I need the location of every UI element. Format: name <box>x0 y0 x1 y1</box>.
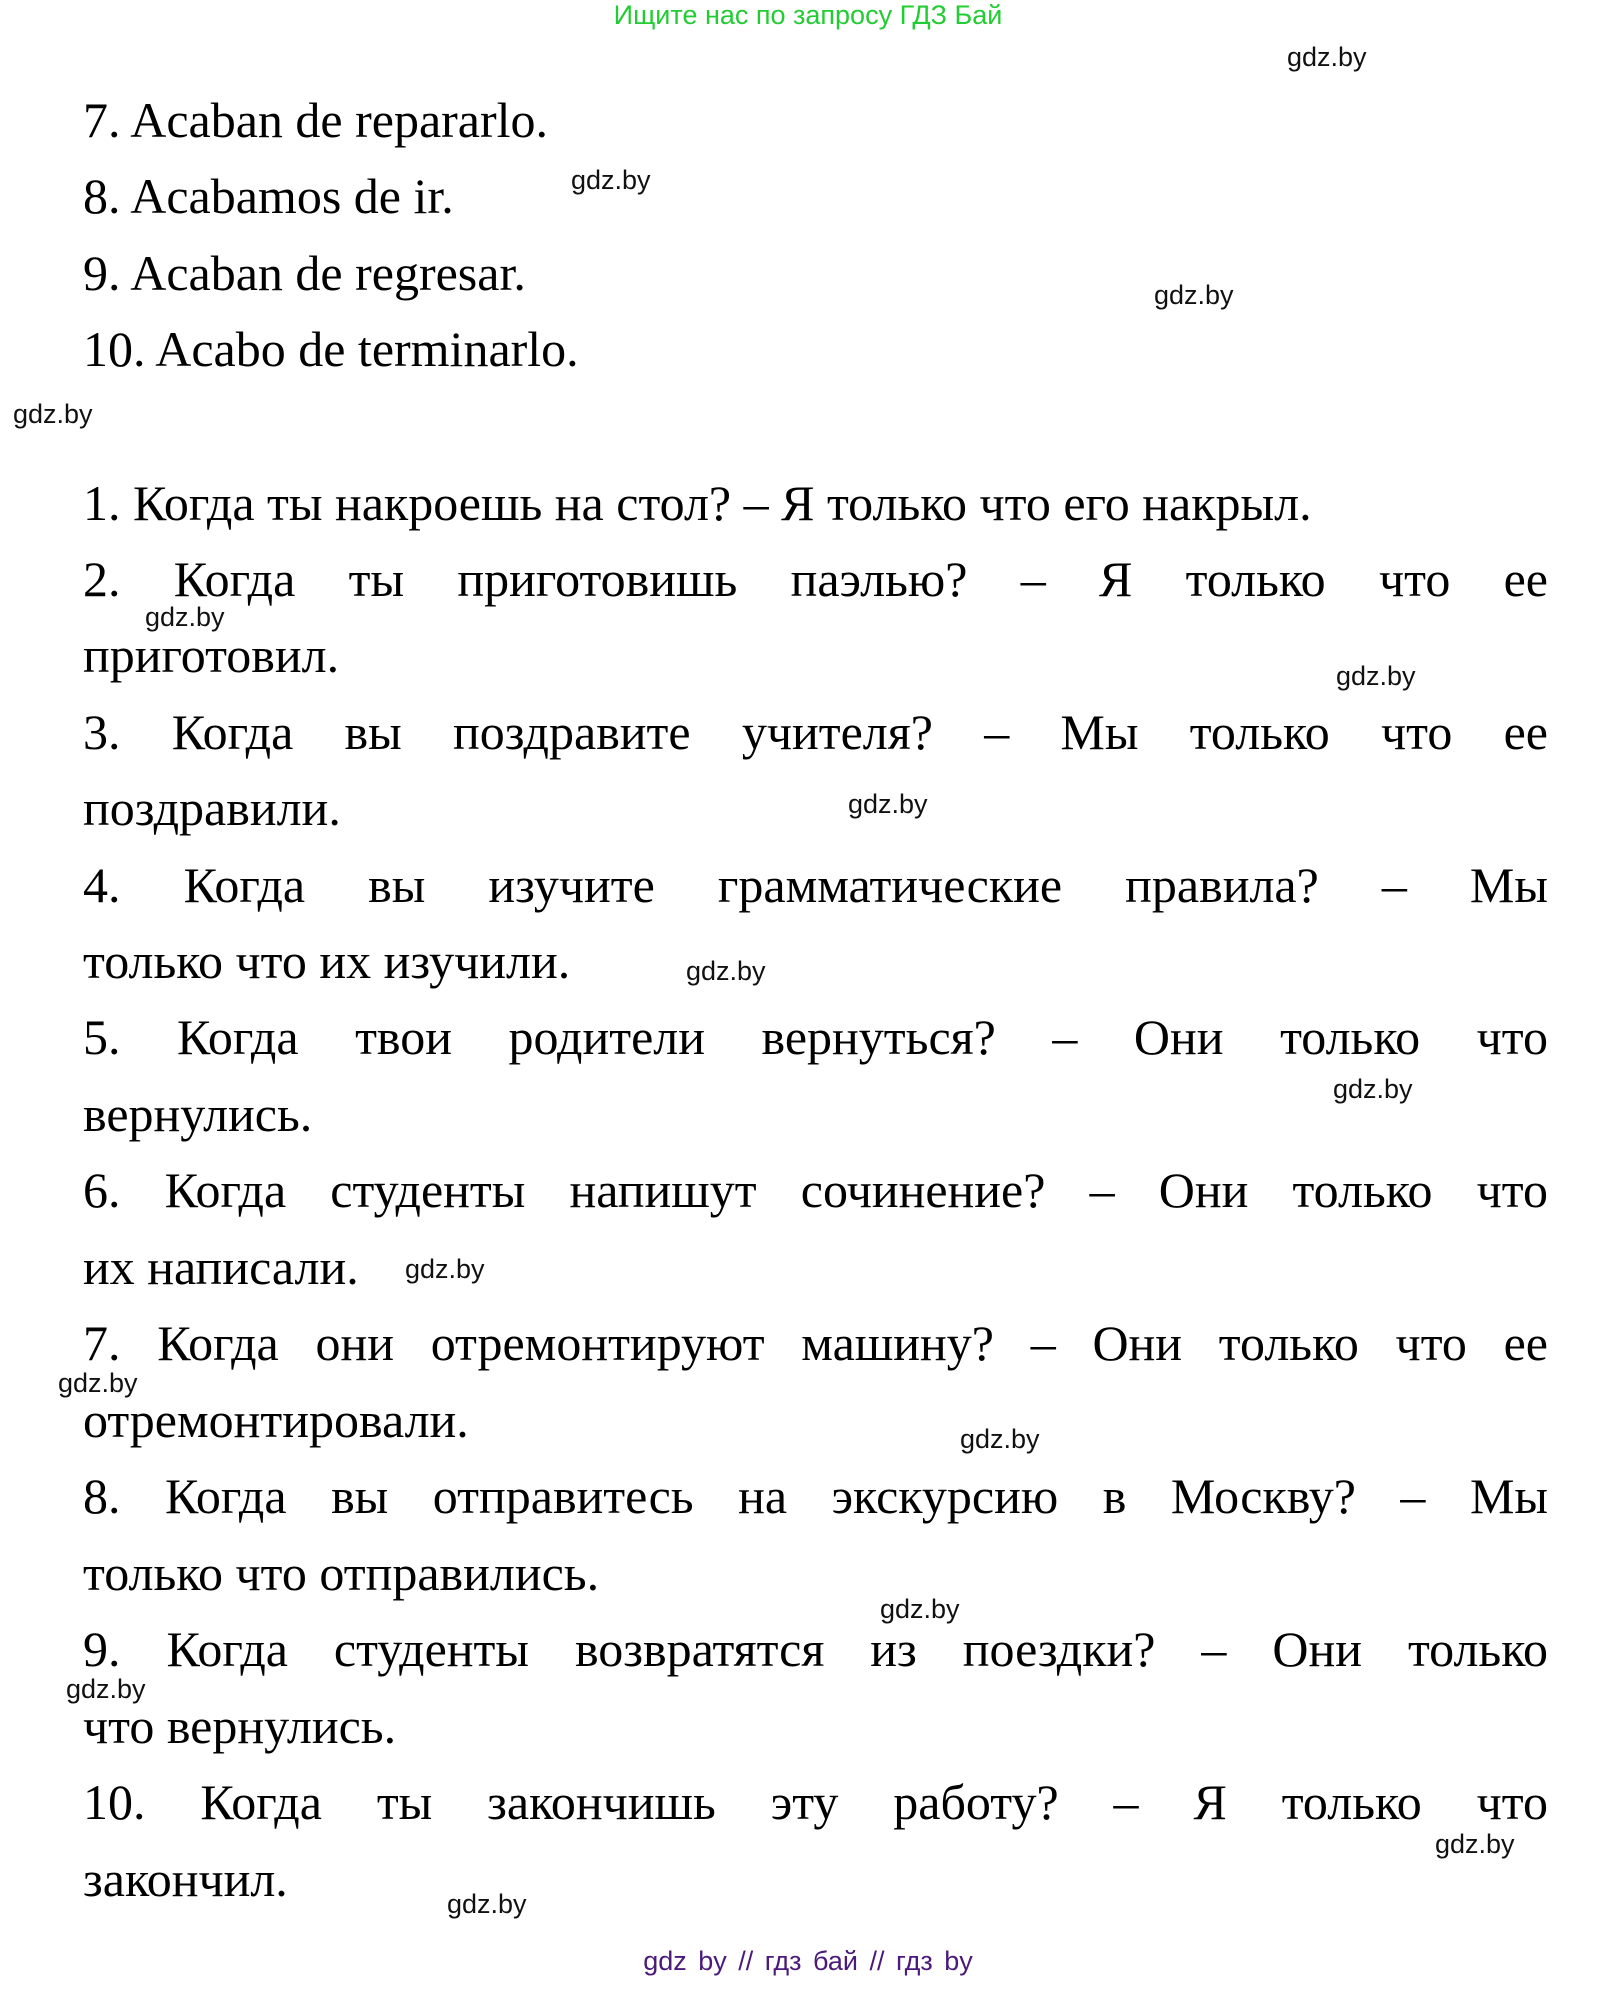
watermark: gdz.by <box>686 956 766 986</box>
russian-line: отремонтировали. <box>83 1392 469 1448</box>
watermark: gdz.by <box>1336 661 1416 691</box>
russian-line: 7. Когда они отремонтируют машину? – Они только что ее <box>83 1315 1548 1371</box>
russian-line: что вернулись. <box>83 1698 397 1754</box>
russian-line: вернулись. <box>83 1086 313 1142</box>
watermark: gdz.by <box>1333 1074 1413 1104</box>
watermark: gdz.by <box>1154 280 1234 310</box>
watermark: gdz.by <box>58 1368 138 1398</box>
spanish-answer-7: 7. Acaban de repararlo. <box>83 92 549 148</box>
watermark: gdz.by <box>447 1889 527 1919</box>
russian-line: 6. Когда студенты напишут сочинение? – Они только что <box>83 1162 1548 1218</box>
russian-line: 4. Когда вы изучите грамматические правила? – Мы <box>83 857 1548 913</box>
russian-line: приготовил. <box>83 627 340 683</box>
russian-line: поздравили. <box>83 780 341 836</box>
watermark: gdz.by <box>848 789 928 819</box>
russian-line: 5. Когда твои родители вернуться? – Они только что <box>83 1009 1548 1065</box>
watermark: gdz.by <box>1435 1829 1515 1859</box>
russian-line: 1. Когда ты накроешь на стол? – Я только что его накрыл. <box>83 475 1312 531</box>
footer-links: gdz by // гдз бай // гдз by <box>643 1946 973 1976</box>
watermark: gdz.by <box>571 165 651 195</box>
search-banner: Ищите нас по запросу ГДЗ Бай <box>613 0 1003 30</box>
watermark: gdz.by <box>960 1424 1040 1454</box>
russian-line: только что отправились. <box>83 1545 600 1601</box>
watermark: gdz.by <box>880 1594 960 1624</box>
watermark: gdz.by <box>13 399 93 429</box>
watermark: gdz.by <box>145 602 225 632</box>
watermark: gdz.by <box>66 1674 146 1704</box>
spanish-answer-8: 8. Acabamos de ir. <box>83 168 454 224</box>
watermark: gdz.by <box>1287 42 1367 72</box>
russian-line: 3. Когда вы поздравите учителя? – Мы только что ее <box>83 704 1548 760</box>
russian-line: 10. Когда ты закончишь эту работу? – Я только что <box>83 1774 1548 1830</box>
russian-line: 2. Когда ты приготовишь паэлью? – Я только что ее <box>83 551 1548 607</box>
russian-line: только что их изучили. <box>83 933 571 989</box>
russian-line: 8. Когда вы отправитесь на экскурсию в Москву? – Мы <box>83 1468 1548 1524</box>
russian-line: закончил. <box>83 1851 288 1907</box>
watermark: gdz.by <box>405 1254 485 1284</box>
russian-line: их написали. <box>83 1239 359 1295</box>
spanish-answer-10: 10. Acabo de terminarlo. <box>83 321 579 377</box>
spanish-answer-9: 9. Acaban de regresar. <box>83 245 526 301</box>
russian-line: 9. Когда студенты возвратятся из поездки? – Они только <box>83 1621 1548 1677</box>
